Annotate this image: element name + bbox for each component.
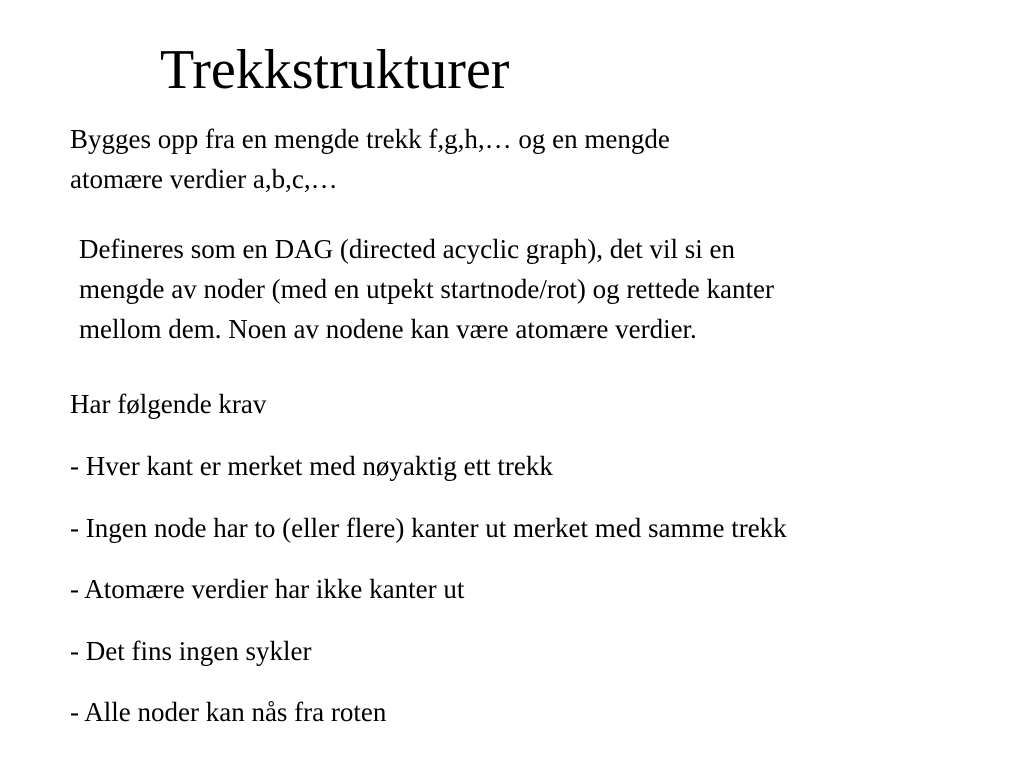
slide-title: Trekkstrukturer bbox=[160, 39, 510, 101]
requirement-item: - Ingen node har to (eller flere) kanter ut merket med samme trekk bbox=[70, 512, 787, 543]
definition-line: Defineres som en DAG (directed acyclic graph), det vil si en bbox=[79, 234, 736, 264]
definition-line: mengde av noder (med en utpekt startnode/rot) og rettede kanter bbox=[79, 274, 774, 304]
definition-line: mellom dem. Noen av nodene kan være atomære verdier. bbox=[79, 314, 697, 344]
requirement-item: - Hver kant er merket med nøyaktig ett trekk bbox=[70, 451, 553, 481]
intro-paragraph bbox=[70, 119, 670, 199]
requirements-heading: Har følgende krav bbox=[70, 389, 267, 419]
requirement-item: - Alle noder kan nås fra roten bbox=[70, 697, 387, 727]
requirement-item: - Det fins ingen sykler bbox=[70, 635, 312, 666]
requirements-list bbox=[70, 446, 787, 754]
intro-line: atomære verdier a,b,c,… bbox=[70, 164, 338, 194]
intro-line: Bygges opp fra en mengde trekk f,g,h,… og en mengde bbox=[70, 124, 670, 154]
definition-paragraph bbox=[79, 229, 774, 349]
requirement-item: - Atomære verdier har ikke kanter ut bbox=[70, 574, 465, 604]
